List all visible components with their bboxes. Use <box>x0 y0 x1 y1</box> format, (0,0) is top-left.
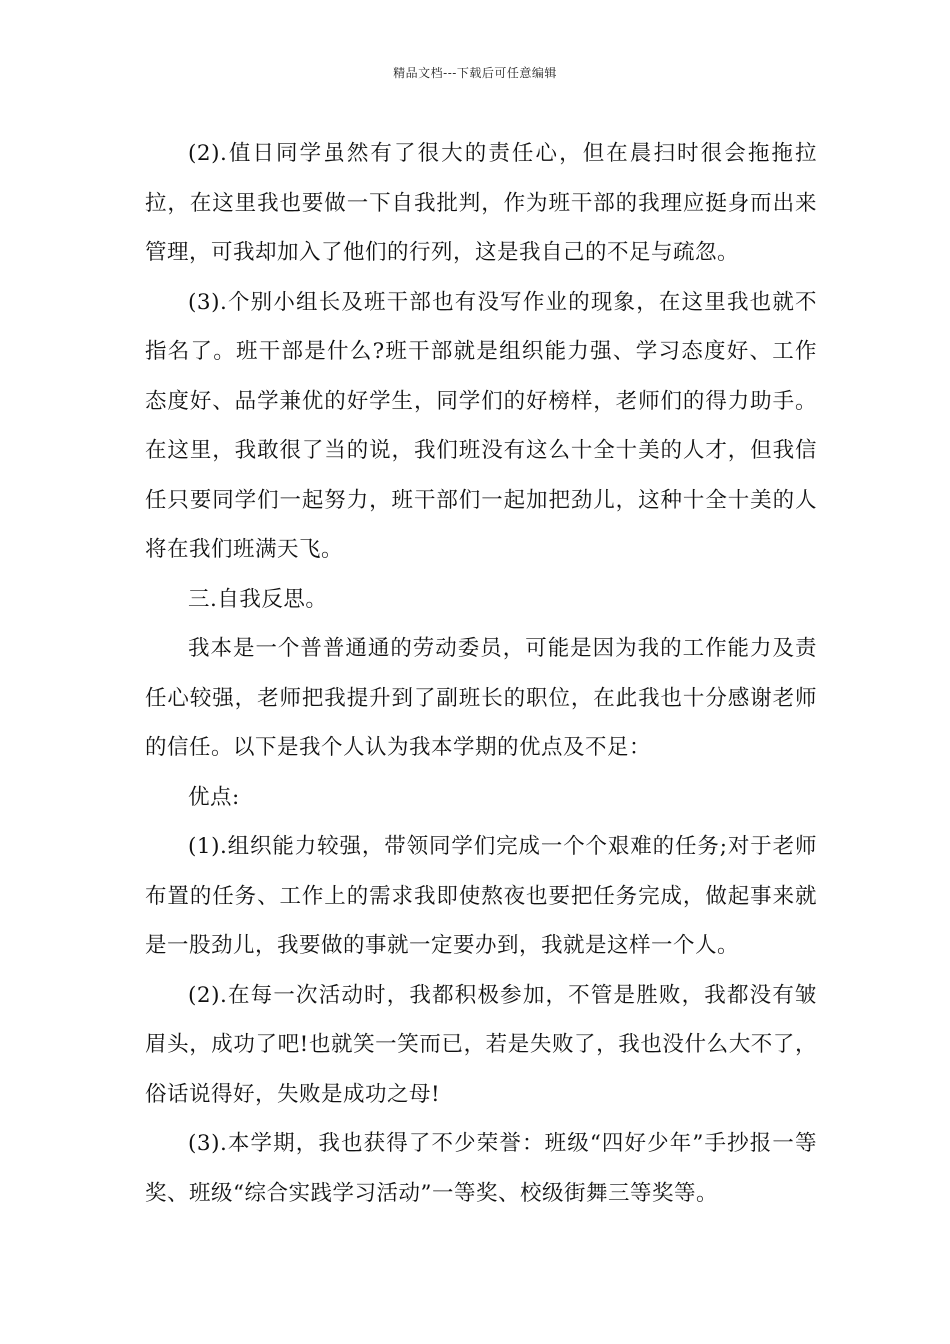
subheading-strengths: 优点: <box>188 784 240 810</box>
paragraph-strength-organization: (1).组织能力较强，带领同学们完成一个个艰难的任务;对于老师布置的任务、工作上的需求我即使熬夜也要把任务完成，做起事来就是一股劲儿，我要做的事就一定要办到，我就是这样一个人。 <box>145 834 817 958</box>
paragraph-self-intro: 我本是一个普普通通的劳动委员，可能是因为我的工作能力及责任心较强，老师把我提升到了副班长的职位，在此我也十分感谢老师的信任。以下是我个人认为我本学期的优点及不足： <box>145 636 817 760</box>
paragraph-strength-honors: (3).本学期，我也获得了不少荣誉：班级“四好少年”手抄报一等奖、班级“综合实践学习活动”一等奖、校级街舞三等奖等。 <box>145 1131 817 1206</box>
section-heading-self-reflection: 三.自我反思。 <box>188 586 328 612</box>
paragraph-strength-activities: (2).在每一次活动时，我都积极参加，不管是胜败，我都没有皱眉头，成功了吧!也就笑一笑而已，若是失败了，我也没什么大不了，俗话说得好，失败是成功之母! <box>145 982 817 1107</box>
document-body <box>145 129 817 1218</box>
paragraph-duty-students: (2).值日同学虽然有了很大的责任心，但在晨扫时很会拖拖拉拉，在这里我也要做一下自我批判，作为班干部的我理应挺身而出来管理，可我却加入了他们的行列，这是我自己的不足与疏忽。 <box>145 141 817 265</box>
page-header: 精品文档---下载后可任意编辑 <box>393 66 557 80</box>
paragraph-class-cadres: (3).个别小组长及班干部也有没写作业的现象，在这里我也就不指名了。班干部是什么?班干部就是组织能力强、学习态度好、工作态度好、品学兼优的好学生，同学们的好榜样，老师们的得力助手。在这里，我敢很了当的说，我们班没有这么十全十美的人才，但我信任只要同学们一起努力，班干部们一起加把劲儿，这种十全十美的人将在我们班满天飞。 <box>145 289 817 562</box>
